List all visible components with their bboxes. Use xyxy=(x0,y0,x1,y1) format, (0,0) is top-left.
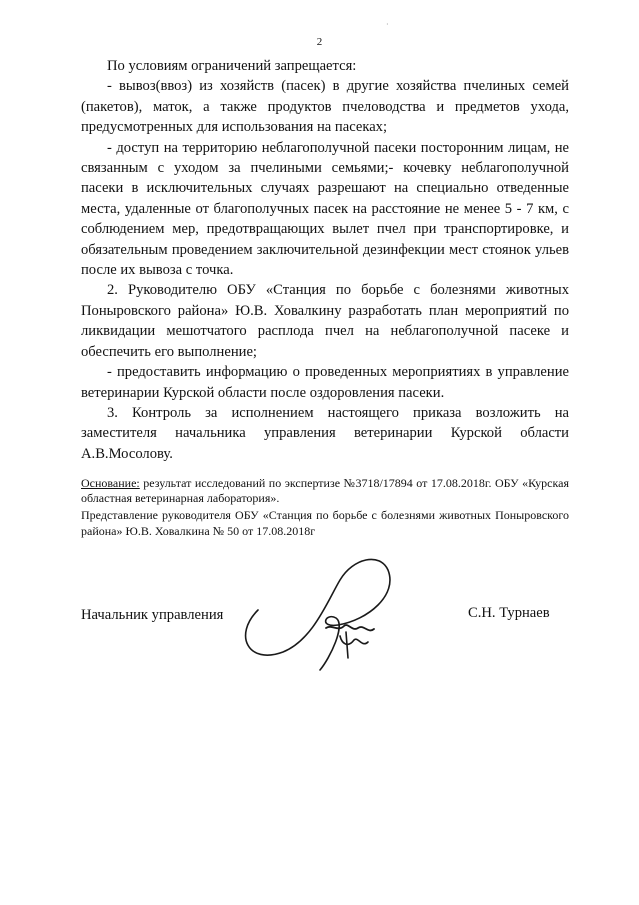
order-body xyxy=(81,56,569,464)
signer-position: Начальник управления xyxy=(81,607,224,623)
handwritten-signature xyxy=(228,540,403,680)
restriction-item-access: - доступ на территорию неблагополучной пасеки посторонним лицам, не связанным с уходом за пчелиными семьями;- кочевку неблагополучной пасеки в исключительных случаях разрешают на специально отведенные места, удаленные от благополучных пасек на расстояние не менее 5 - 7 км, с соблюдением мер, предотвращающих вылет пчел при транспортировке, и обязательным проведением заключительной дезинфекции мест стоянок ульев после их вывоза с точка. xyxy=(81,139,569,279)
basis-line-2: Представление руководителя ОБУ «Станция по борьбе с болезнями животных Поныровского района» Ю.В. Ховалкина № 50 от 17.08.2018г xyxy=(81,508,569,538)
restrictions-intro: По условиям ограничений запрещается: xyxy=(107,58,357,74)
page-number: 2 xyxy=(316,36,323,48)
scan-mark: · xyxy=(386,20,389,29)
order-item-2: 2. Руководителю ОБУ «Станция по борьбе с болезнями животных Поныровского района» Ю.В. Ховалкину разработать план мероприятий по ликвидации мешотчатого расплода пчел на неблагополучной пасеке и обеспечить его выполнение; xyxy=(81,282,569,360)
basis-line-1 xyxy=(81,476,569,506)
order-item-3: 3. Контроль за исполнением настоящего приказа возложить на заместителя начальника управления ветеринарии Курской области А.В.Мосолову. xyxy=(81,404,569,462)
restriction-item-export: - вывоз(ввоз) из хозяйств (пасек) в другие хозяйства пчелиных семей (пакетов), маток, а также продуктов пчеловодства и предметов ухода, предусмотренных для использования на пасеках; xyxy=(81,78,569,136)
basis-block xyxy=(81,476,569,539)
order-item-2-report: - предоставить информацию о проведенных мероприятиях в управление ветеринарии Курской области после оздоровления пасеки. xyxy=(81,364,569,401)
basis-label: Основание: xyxy=(81,476,140,490)
signer-name: С.Н. Турнаев xyxy=(468,605,550,621)
basis-text-1: результат исследований по экспертизе №3718/17894 от 17.08.2018г. ОБУ «Курская областная ветеринарная лаборатория». xyxy=(81,476,569,506)
